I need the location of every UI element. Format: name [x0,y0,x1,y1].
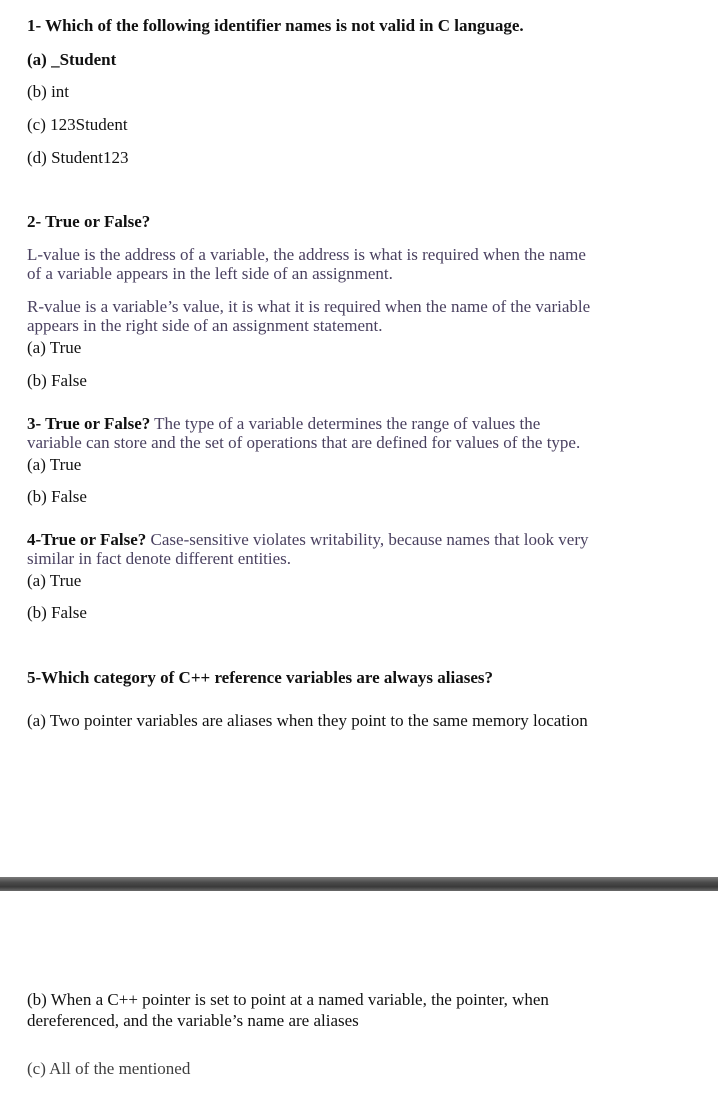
q2-rvalue-line2: appears in the right side of an assignment statement. [27,316,383,335]
q4-line1 [27,530,589,549]
q4-option-b: (b) False [27,603,87,622]
q2-lvalue-line2: of a variable appears in the left side of an assignment. [27,264,393,283]
q3-option-b: (b) False [27,487,87,506]
q3-text-line2: variable can store and the set of operations that are defined for values of the type. [27,433,581,452]
q4-text-line2: similar in fact denote different entities. [27,549,292,568]
q3-option-a: (a) True [27,455,82,474]
q2-option-b: (b) False [27,371,87,390]
q5-question: 5-Which category of C++ reference variables are always aliases? [27,668,493,687]
q3-line1 [27,414,540,433]
q4-option-a: (a) True [27,571,82,590]
q3-text-line1: The type of a variable determines the range of values the [150,414,541,433]
q1-option-d: (d) Student123 [27,148,129,167]
q1-option-b: (b) int [27,82,70,101]
q1-option-c: (c) 123Student [27,115,128,134]
q1-question: 1- Which of the following identifier names is not valid in C language. [27,16,524,35]
q4-title: 4-True or False? [27,530,147,549]
q3-title: 3- True or False? [27,414,151,433]
q4-text-line1: Case-sensitive violates writability, because names that look very [146,530,589,549]
q1-option-a: (a) _Student [27,50,117,69]
q2-option-a: (a) True [27,338,82,357]
q5-option-c: (c) All of the mentioned [27,1059,191,1078]
q5-option-b-line2: dereferenced, and the variable’s name are aliases [27,1011,359,1030]
q5-option-a: (a) Two pointer variables are aliases when they point to the same memory location [27,711,588,730]
page-divider [0,877,718,891]
q2-rvalue-line1: R-value is a variable’s value, it is what it is required when the name of the variable [27,297,591,316]
q2-lvalue-line1: L-value is the address of a variable, the address is what is required when the name [27,245,586,264]
q5-option-b-line1: (b) When a C++ pointer is set to point at a named variable, the pointer, when [27,990,549,1009]
q2-title: 2- True or False? [27,212,151,231]
